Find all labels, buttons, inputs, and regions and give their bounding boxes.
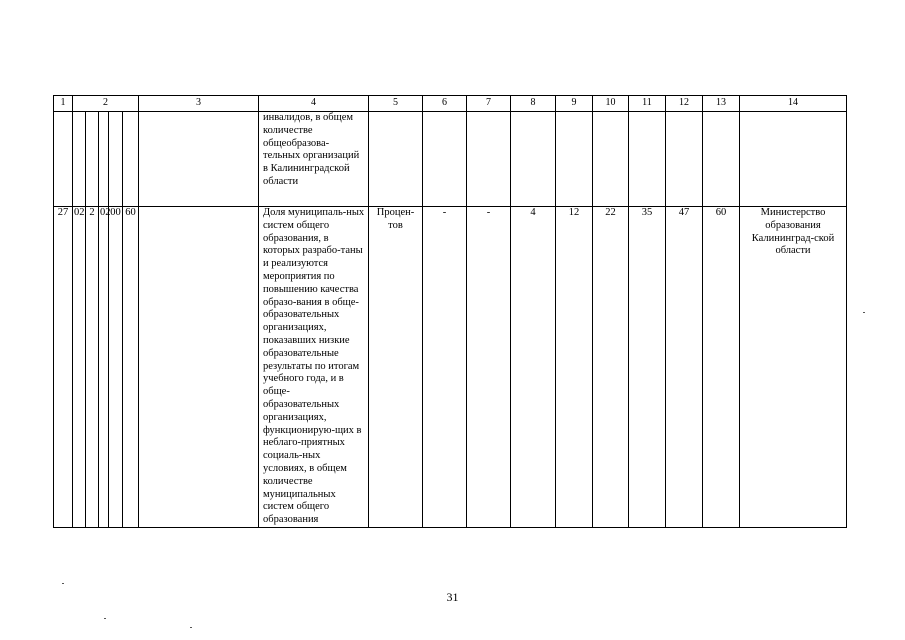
header-cell: 10 [593,96,629,112]
empty-cell [593,112,629,207]
empty-cell [703,112,740,207]
responsible-cell: Министерство образования Калининград-ской области [740,207,847,528]
empty-cell [139,207,259,528]
empty-cell [369,112,423,207]
empty-cell [123,112,139,207]
indicators-table [53,95,847,528]
empty-cell [423,112,467,207]
header-row [54,96,847,112]
empty-cell [73,112,86,207]
header-cell: 5 [369,96,423,112]
empty-cell [99,112,109,207]
indicator-row [54,207,847,528]
value-cell: 22 [593,207,629,528]
header-cell: 1 [54,96,73,112]
header-cell: 8 [511,96,556,112]
empty-cell [511,112,556,207]
code-segment: 60 [123,207,139,528]
empty-cell [109,112,123,207]
header-cell: 12 [666,96,703,112]
unit-cell: Процен-тов [369,207,423,528]
empty-cell [139,112,259,207]
value-cell: 60 [703,207,740,528]
empty-cell [629,112,666,207]
scan-speck [62,583,64,584]
header-cell: 9 [556,96,593,112]
page-number: 31 [446,590,459,604]
value-cell: 47 [666,207,703,528]
indicator-text-continued: инвалидов, в общем количестве общеобразова-тельных организаций в Калининградской области [259,112,369,207]
value-cell: 35 [629,207,666,528]
code-segment: 2 [86,207,99,528]
header-cell: 6 [423,96,467,112]
header-cell: 7 [467,96,511,112]
indicator-text: Доля муниципаль-ных систем общего образования, в которых разрабо-таны и реализуются мероприятия по повышению качества образо-вания в обще-образовательных организациях, показавших низкие образовательные результаты по итогам учебного года, и в обще-образовательных организациях, функционирую-щих в неблаго-приятных социаль-ных условиях, в общем количестве муниципальных систем общего образования [259,207,369,528]
header-cell: 13 [703,96,740,112]
empty-cell [54,112,73,207]
value-cell: - [423,207,467,528]
empty-cell [467,112,511,207]
empty-cell [556,112,593,207]
code-segment: 00 [109,207,123,528]
empty-cell [740,112,847,207]
value-cell: - [467,207,511,528]
scan-speck [190,627,192,628]
code-segment: 02 [99,207,109,528]
value-cell: 12 [556,207,593,528]
header-cell: 3 [139,96,259,112]
continuation-row [54,112,847,207]
code-segment: 02 [73,207,86,528]
empty-cell [666,112,703,207]
header-cell: 4 [259,96,369,112]
scan-speck [104,618,106,619]
header-cell: 14 [740,96,847,112]
header-cell: 11 [629,96,666,112]
row-number: 27 [54,207,73,528]
header-cell: 2 [73,96,139,112]
scan-speck [863,312,865,313]
value-cell: 4 [511,207,556,528]
empty-cell [86,112,99,207]
